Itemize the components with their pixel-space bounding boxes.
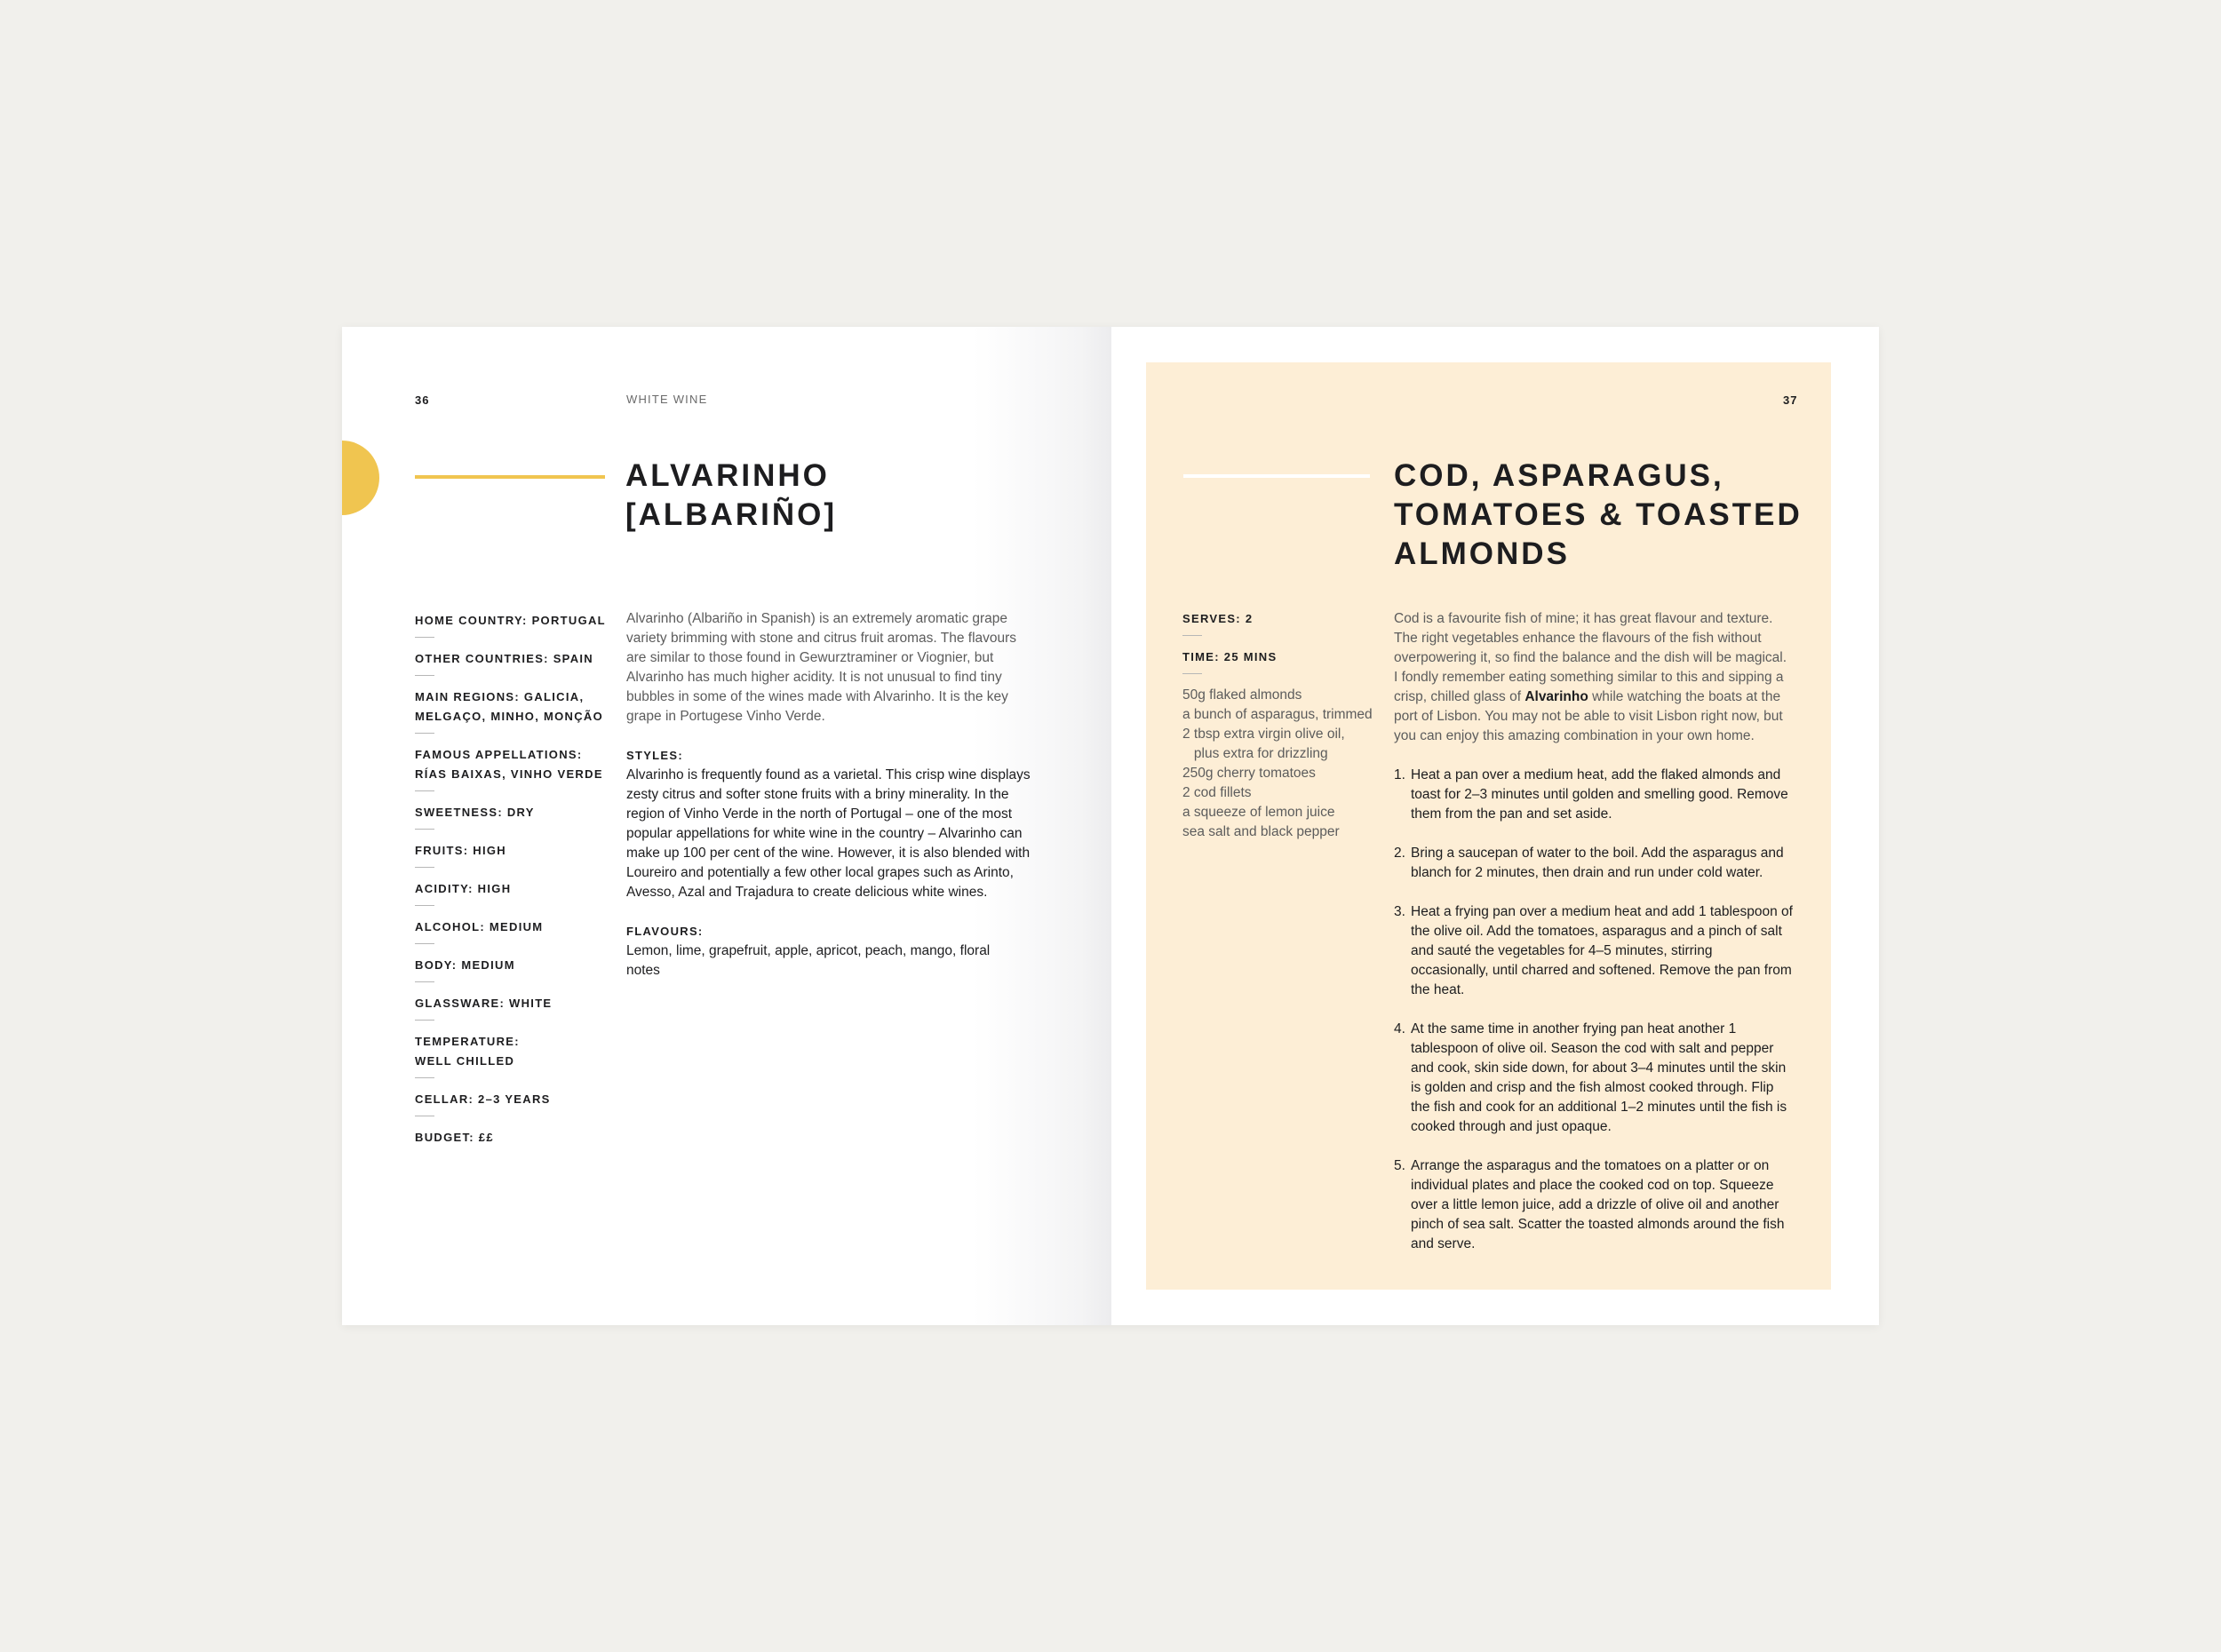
step-text: At the same time in another frying pan heat another 1 tablespoon of olive oil. Season the cod with salt and pepper and cook, skin side down, for about 3–4 minutes until the skin is golden and crisp and the fish almost cooked through. Flip the fish and cook for an additional 1–2 minutes until the fish is cooked through and just opaque.: [1411, 1021, 1787, 1134]
method-step: [1394, 766, 1794, 824]
styles-heading: STYLES:: [626, 749, 683, 762]
ingredient-item: 2 cod fillets: [1182, 785, 1252, 800]
fact-budget: BUDGET: ££: [415, 1131, 494, 1144]
wine-name-highlight: Alvarinho: [1524, 689, 1588, 704]
divider: [415, 905, 434, 906]
divider: [415, 1020, 434, 1021]
ingredient-item: sea salt and black pepper: [1182, 824, 1340, 839]
divider: [415, 733, 434, 734]
divider: [415, 675, 434, 676]
book-spread: [342, 327, 1879, 1325]
fact-famous-appellations: FAMOUS APPELLATIONS: RÍAS BAIXAS, VINHO VERDE: [415, 748, 603, 781]
recipe-intro-text: while watching the boats at the port of Lisbon. You may not be able to visit Lisbon right now, but you can enjoy this amazing combination in your own home.: [1394, 689, 1783, 743]
recipe-intro-paragraph: [1394, 609, 1794, 746]
fact-temperature: TEMPERATURE: WELL CHILLED: [415, 1035, 520, 1068]
method-step: [1394, 1020, 1794, 1137]
title-rule: [415, 475, 605, 479]
styles-paragraph: Alvarinho is frequently found as a varietal. This crisp wine displays zesty citrus and softer stone fruits with a briny minerality. In the region of Vinho Verde in the north of Portugal – one of the most popular appellations for white wine in the country – Alvarinho can make up 100 per cent of the wine. However, it is also blended with Loureiro and potentially a few other local grapes such as Arinto, Avesso, Azal and Trajadura to create delicious white wines.: [626, 767, 1031, 900]
divider: [1182, 673, 1202, 674]
left-page: [342, 327, 1111, 1325]
fact-acidity: ACIDITY: HIGH: [415, 882, 512, 895]
divider: [415, 981, 434, 982]
divider: [415, 1077, 434, 1078]
divider: [415, 790, 434, 791]
page-number-right: 37: [1783, 393, 1798, 407]
method-step: [1394, 844, 1794, 883]
method-step: [1394, 902, 1794, 1000]
ingredients-list: [1182, 686, 1387, 842]
fact-home-country: HOME COUNTRY: PORTUGAL: [415, 614, 606, 627]
fact-fruits: FRUITS: HIGH: [415, 844, 506, 857]
fact-main-regions: MAIN REGIONS: GALICIA, MELGAÇO, MINHO, MONÇÃO: [415, 690, 604, 723]
step-text: Arrange the asparagus and the tomatoes on a platter or on individual plates and place the cooked cod on top. Squeeze over a little lemon juice, add a drizzle of olive oil and another pinch of sea salt. Scatter the toasted almonds around the fish and serve.: [1411, 1158, 1785, 1251]
wine-description: [626, 609, 1035, 1000]
recipe-title-line-3: ALMONDS: [1394, 536, 1570, 571]
wine-title-line-2: [ALBARIÑO]: [625, 497, 838, 532]
ingredient-item: 50g flaked almonds: [1182, 687, 1302, 703]
fact-alcohol: ALCOHOL: MEDIUM: [415, 920, 544, 933]
serves-label: SERVES: 2: [1182, 612, 1254, 625]
ingredient-item: 250g cherry tomatoes: [1182, 766, 1316, 781]
recipe-title-line-2: TOMATOES & TOASTED: [1394, 497, 1803, 532]
recipe-title-line-1: COD, ASPARAGUS,: [1394, 458, 1724, 493]
flavours-heading: FLAVOURS:: [626, 925, 704, 938]
time-label: TIME: 25 MINS: [1182, 650, 1278, 663]
step-number: 4.: [1394, 1021, 1405, 1036]
fact-sweetness: SWEETNESS: DRY: [415, 806, 535, 819]
ingredient-item: 2 tbsp extra virgin olive oil,: [1182, 727, 1345, 742]
divider: [415, 829, 434, 830]
chapter-tab-marker: [342, 441, 379, 515]
right-page: [1111, 327, 1879, 1325]
recipe-title: [1394, 457, 1803, 574]
wine-intro-paragraph: Alvarinho (Albariño in Spanish) is an extremely aromatic grape variety brimming with stone and citrus fruit aromas. The flavours are similar to those found in Gewurztraminer or Viognier, but Alvarinho has much higher acidity. It is not unusual to find tiny bubbles in some of the wines made with Alvarinho. It is the key grape in Portugese Vinho Verde.: [626, 611, 1017, 724]
recipe-body: [1394, 609, 1794, 1274]
flavours-paragraph: Lemon, lime, grapefruit, apple, apricot, peach, mango, floral notes: [626, 943, 991, 978]
wine-facts-list: [415, 611, 610, 1148]
wine-title: [625, 457, 837, 535]
section-label: WHITE WINE: [626, 393, 708, 406]
fact-cellar: CELLAR: 2–3 YEARS: [415, 1092, 551, 1106]
recipe-intro-text: Cod is a favourite fish of mine; it has great flavour and texture. The right vegetables enhance the flavours of the fish without overpowering it, so find the balance and the dish will be magical. I fondly remember eating something similar to this and sipping a crisp, chilled glass of: [1394, 611, 1787, 704]
title-rule: [1183, 474, 1370, 478]
divider: [1182, 635, 1202, 636]
recipe-meta: [1182, 609, 1387, 842]
divider: [415, 637, 434, 638]
step-number: 1.: [1394, 767, 1405, 782]
step-text: Heat a pan over a medium heat, add the flaked almonds and toast for 2–3 minutes until golden and smelling good. Remove them from the pan and set aside.: [1411, 767, 1788, 822]
method-step: [1394, 1156, 1794, 1254]
step-number: 2.: [1394, 846, 1405, 861]
page-number-left: 36: [415, 393, 430, 407]
ingredient-item: plus extra for drizzling: [1182, 746, 1328, 761]
step-text: Heat a frying pan over a medium heat and add 1 tablespoon of the olive oil. Add the tomatoes, asparagus and a pinch of salt and sauté the vegetables for 4–5 minutes, stirring occasionally, until charred and softened. Remove the pan from the heat.: [1411, 904, 1793, 997]
step-text: Bring a saucepan of water to the boil. Add the asparagus and blanch for 2 minutes, then drain and run under cold water.: [1411, 846, 1784, 880]
fact-body: BODY: MEDIUM: [415, 958, 515, 972]
recipe-panel: [1146, 362, 1831, 1290]
ingredient-item: a squeeze of lemon juice: [1182, 805, 1335, 820]
step-number: 5.: [1394, 1158, 1405, 1173]
divider: [415, 867, 434, 868]
step-number: 3.: [1394, 904, 1405, 919]
fact-glassware: GLASSWARE: WHITE: [415, 997, 553, 1010]
method-steps: [1394, 766, 1794, 1254]
wine-title-line-1: ALVARINHO: [625, 458, 830, 493]
fact-other-countries: OTHER COUNTRIES: SPAIN: [415, 652, 593, 665]
divider: [415, 943, 434, 944]
ingredient-item: a bunch of asparagus, trimmed: [1182, 707, 1373, 722]
